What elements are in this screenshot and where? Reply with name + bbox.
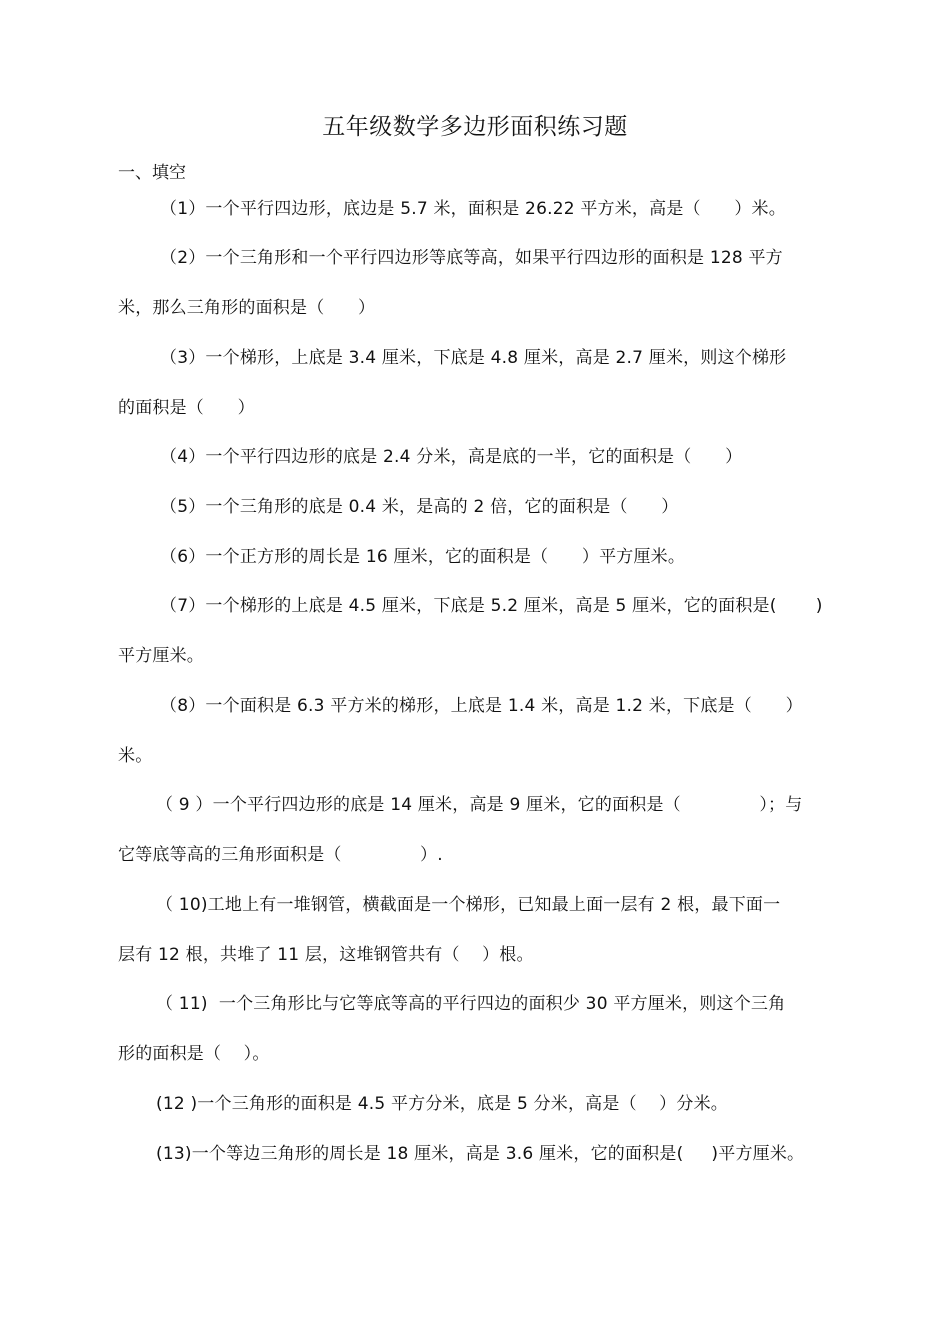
question-5-line-1: （5）一个三角形的底是 0.4 米，是高的 2 倍，它的面积是（ ）: [160, 497, 679, 517]
question-3-line-2: 的面积是（ ）: [118, 398, 255, 418]
question-2-line-1: （2）一个三角形和一个平行四边形等底等高，如果平行四边形的面积是 128 平方: [160, 248, 783, 268]
question-2-line-2: 米，那么三角形的面积是（ ）: [118, 298, 376, 318]
question-11-line-1: （ 11) 一个三角形比与它等底等高的平行四边的面积少 30 平方厘米，则这个三角: [156, 994, 786, 1014]
question-10-line-2: 层有 12 根，共堆了 11 层，这堆钢管共有（ ）根。: [118, 945, 534, 965]
question-7-line-2: 平方厘米。: [118, 646, 204, 666]
question-1-line-1: （1）一个平行四边形，底边是 5.7 米，面积是 26.22 平方米，高是（ ）米。: [160, 199, 786, 219]
section-heading: 一、填空: [118, 163, 186, 183]
question-12-line-1: (12 )一个三角形的面积是 4.5 平方分米，底是 5 分米，高是（ ）分米。: [156, 1094, 728, 1114]
page-title: 五年级数学多边形面积练习题: [322, 114, 628, 140]
question-13-line-1: (13)一个等边三角形的周长是 18 厘米，高是 3.6 厘米，它的面积是( )平方厘米。: [156, 1144, 805, 1164]
question-8-line-1: （8）一个面积是 6.3 平方米的梯形，上底是 1.4 米，高是 1.2 米，下底是（ ）: [160, 696, 803, 716]
question-11-line-2: 形的面积是（ ）。: [118, 1044, 270, 1064]
question-6-line-1: （6）一个正方形的周长是 16 厘米，它的面积是（ ）平方厘米。: [160, 547, 686, 567]
question-8-line-2: 米。: [118, 746, 153, 766]
question-3-line-1: （3）一个梯形，上底是 3.4 厘米，下底是 4.8 厘米，高是 2.7 厘米，则这个梯形: [160, 348, 787, 368]
question-7-line-1: （7）一个梯形的上底是 4.5 厘米，下底是 5.2 厘米，高是 5 厘米，它的面积是( ): [160, 596, 823, 616]
question-10-line-1: （ 10)工地上有一堆钢管，横截面是一个梯形，已知最上面一层有 2 根，最下面一: [156, 895, 781, 915]
question-4-line-1: （4）一个平行四边形的底是 2.4 分米，高是底的一半，它的面积是（ ）: [160, 447, 743, 467]
question-9-line-2: 它等底等高的三角形面积是（ ）.: [118, 845, 443, 865]
question-9-line-1: （ 9 ）一个平行四边形的底是 14 厘米，高是 9 厘米，它的面积是（ ）；与: [156, 795, 803, 815]
